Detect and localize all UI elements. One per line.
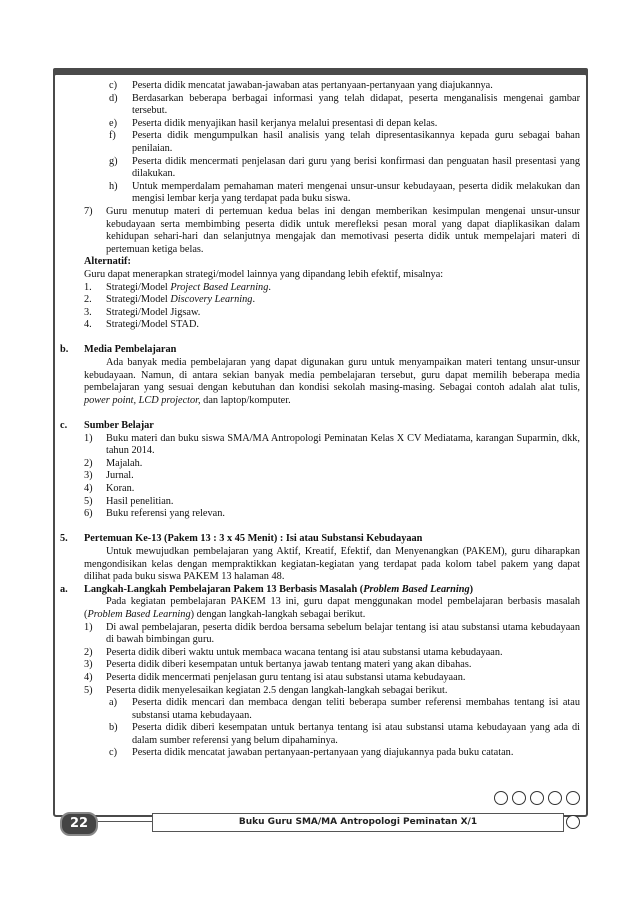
item-text: Peserta didik mencatat jawaban-jawaban atas pertanyaan-pertanyaan yang diajukannya. bbox=[132, 80, 493, 91]
item-text: Untuk memperdalam pemahaman materi mengenai unsur-unsur kebudayaan, peserta didik melakukan dan mengisi lembar kerja yang terdapat pada buku siswa. bbox=[132, 180, 580, 205]
circle-icon bbox=[566, 815, 580, 829]
section-label: b. bbox=[60, 344, 69, 356]
item-text: Peserta didik mencatat jawaban pertanyaan-pertanyaan yang diajukannya pada buku catatan. bbox=[132, 747, 514, 759]
pertemuan-paragraph: Untuk mewujudkan pembelajaran yang Aktif, Kreatif, Efektif, dan Menyenangkan (PAKEM), guru diharapkan mengondisikan kelas dengan mempraktikkan kegiatan-kegiatan yang terdapat pada kolom tabel pakem yang dapat dilihat pada buku siswa PAKEM 13 halaman 48. bbox=[84, 545, 580, 583]
section-heading-sumber bbox=[60, 420, 580, 433]
list-item bbox=[84, 181, 580, 206]
list-item bbox=[84, 80, 580, 93]
circle-icon bbox=[566, 791, 580, 805]
list-item bbox=[84, 118, 580, 131]
item-text-end: . bbox=[268, 281, 271, 293]
page-content bbox=[60, 80, 580, 760]
item-label: f) bbox=[109, 130, 116, 142]
list-item bbox=[84, 508, 580, 521]
item-label: c) bbox=[109, 747, 117, 759]
section-label: a. bbox=[60, 583, 68, 595]
list-item bbox=[84, 697, 580, 722]
list-item bbox=[84, 294, 580, 307]
item-label: 1) bbox=[84, 432, 93, 444]
item-text: Berdasarkan beberapa berbagai informasi yang telah didapat, peserta menganalisis mengenai gambar tersebut. bbox=[132, 92, 580, 117]
item-label: 7) bbox=[84, 205, 93, 217]
item-label: 4) bbox=[84, 483, 93, 494]
item-text: Strategi/Model STAD. bbox=[106, 319, 199, 331]
list-item bbox=[84, 307, 580, 320]
item-text: Peserta didik menyajikan hasil kerjanya melalui presentasi di depan kelas. bbox=[132, 117, 438, 129]
footer-title: Buku Guru SMA/MA Antropologi Peminatan X/1 bbox=[152, 813, 564, 832]
section-heading-pertemuan bbox=[60, 533, 580, 546]
list-item bbox=[84, 458, 580, 471]
paragraph-italic: Problem Based Learning bbox=[87, 608, 191, 620]
alternatif-intro: Guru dapat menerapkan strategi/model lainnya yang dipandang lebih efektif, misalnya: bbox=[84, 268, 444, 280]
list-item bbox=[84, 747, 580, 760]
circle-icon bbox=[530, 791, 544, 805]
item-text: Peserta didik diberi waktu untuk membaca wacana tentang isi atau substansi utama kebudayaan. bbox=[106, 646, 503, 658]
item-text: Majalah. bbox=[106, 457, 143, 469]
item-label: 4. bbox=[84, 319, 92, 331]
item-text: Strategi/Model bbox=[106, 294, 171, 306]
list-item bbox=[84, 647, 580, 660]
item-text: Buku materi dan buku siswa SMA/MA Antropologi Peminatan Kelas X CV Mediatama, karangan Suparmin, dkk, tahun 2014. bbox=[106, 432, 580, 457]
item-label: 2) bbox=[84, 646, 93, 658]
item-text: Peserta didik menyelesaikan kegiatan 2.5 dengan langkah-langkah sebagai berikut. bbox=[106, 684, 448, 696]
section-title: Pertemuan Ke-13 (Pakem 13 : 3 x 45 Menit) : Isi atau Substansi Kebudayaan bbox=[84, 533, 423, 545]
circle-icon bbox=[512, 791, 526, 805]
item-label: 4) bbox=[84, 671, 93, 683]
item-text: Buku referensi yang relevan. bbox=[106, 508, 225, 520]
footer-connector bbox=[96, 821, 152, 822]
item-text: Peserta didik mencermati penjelasan dari guru yang berisi konfirmasi dan penguatan hasil presentasi yang dilakukan. bbox=[132, 155, 580, 180]
list-item bbox=[84, 156, 580, 181]
item-label: c) bbox=[109, 80, 117, 91]
list-item bbox=[84, 130, 580, 155]
section-title-italic: Problem Based Learning bbox=[363, 583, 470, 595]
section-label: c. bbox=[60, 420, 68, 432]
list-item bbox=[84, 659, 580, 672]
item-label: 3. bbox=[84, 306, 92, 318]
section-title: Langkah-Langkah Pembelajaran Pakem 13 Berbasis Masalah ( bbox=[84, 583, 364, 595]
item-text: Peserta didik mencermati penjelasan guru tentang isi atau substansi utama kebudayaan. bbox=[106, 671, 466, 683]
list-item bbox=[84, 483, 580, 496]
alternatif-title: Alternatif: bbox=[84, 256, 131, 268]
paragraph-text: Pada kegiatan pembelajaran PAKEM 13 ini, guru dapat menggunakan model pembelajaran berbasis masalah ( bbox=[84, 596, 580, 620]
item-text: Strategi/Model bbox=[106, 281, 171, 293]
item-label: 5) bbox=[84, 495, 93, 507]
item-text: Peserta didik mengumpulkan hasil analisis yang telah dipresentasikannya kepada guru sebagai bahan penilaian. bbox=[132, 130, 580, 154]
list-item bbox=[84, 470, 580, 483]
item-label: 1. bbox=[84, 281, 92, 293]
item-label: g) bbox=[109, 155, 118, 167]
list-item bbox=[84, 685, 580, 698]
section-heading-langkah bbox=[60, 583, 580, 597]
item-text: Jurnal. bbox=[106, 470, 134, 482]
item-label: 3) bbox=[84, 470, 93, 482]
section-label: 5. bbox=[60, 533, 68, 545]
media-paragraph bbox=[84, 357, 580, 407]
circle-icon bbox=[494, 791, 508, 805]
item-label: h) bbox=[109, 180, 118, 192]
paragraph-end: ) dengan langkah-langkah sebagai berikut. bbox=[190, 608, 366, 620]
item-text: Koran. bbox=[106, 483, 135, 494]
item-label: b) bbox=[109, 722, 118, 734]
page-number: 22 bbox=[60, 812, 98, 836]
list-item bbox=[84, 622, 580, 647]
item-label: a) bbox=[109, 697, 117, 709]
list-item bbox=[84, 319, 580, 332]
section-title: Media Pembelajaran bbox=[84, 344, 177, 356]
circle-icon bbox=[548, 791, 562, 805]
list-item bbox=[84, 433, 580, 458]
paragraph-end: dan laptop/komputer. bbox=[200, 394, 291, 406]
langkah-paragraph bbox=[84, 596, 580, 621]
item-text: Di awal pembelajaran, peserta didik berdoa bersama sebelum belajar tentang isi atau substansi utama kebudayaan di bawah bimbingan guru. bbox=[106, 621, 580, 646]
section-heading-media bbox=[60, 344, 580, 357]
item-text: Hasil penelitian. bbox=[106, 495, 174, 507]
item-text: Peserta didik diberi kesempatan untuk bertanya tentang isi atau substansi utama kebudayaan yang ada di dalam sumber referensi yang belum dipahaminya. bbox=[132, 722, 580, 746]
item-text: Peserta didik diberi kesempatan untuk bertanya jawab tentang materi yang akan dibahas. bbox=[106, 659, 472, 671]
item-text: Peserta didik mencari dan membaca dengan teliti beberapa sumber referensi membahas tentang isi atau substansi utama kebudayaan. bbox=[132, 697, 580, 721]
item-text-italic: Discovery Learning bbox=[170, 294, 253, 306]
item-label: 2) bbox=[84, 457, 93, 469]
item-text-italic: Project Based Learning bbox=[170, 281, 269, 293]
item-label: 1) bbox=[84, 621, 93, 633]
item-label: 3) bbox=[84, 659, 93, 671]
item-label: 2. bbox=[84, 294, 92, 306]
list-item bbox=[84, 93, 580, 118]
list-item bbox=[84, 282, 580, 295]
item-label: 6) bbox=[84, 508, 93, 520]
item-label: 5) bbox=[84, 684, 93, 696]
item-text-end: . bbox=[252, 294, 256, 306]
list-item bbox=[84, 722, 580, 747]
item-label: e) bbox=[109, 117, 117, 129]
paragraph-italic: power point, LCD projector, bbox=[84, 394, 201, 406]
section-title: Sumber Belajar bbox=[84, 420, 154, 432]
item-text: Strategi/Model Jigsaw. bbox=[106, 306, 201, 318]
list-item bbox=[84, 672, 580, 685]
section-title-end: ) bbox=[469, 583, 474, 595]
list-item bbox=[84, 496, 580, 509]
list-item bbox=[84, 206, 580, 256]
paragraph-text: Ada banyak media pembelajaran yang dapat digunakan guru untuk menyampaikan materi tentang unsur-unsur kebudayaan. Namun, di antara sekian banyak media pembelajaran tersebut, guru dapat memilih beberapa media pembelajaran yang sesuai dengan kebutuhan dan kondisi sekolah masing-masing. Sebagai contoh adalah alat tulis, bbox=[84, 357, 580, 394]
item-text: Guru menutup materi di pertemuan kedua belas ini dengan memberikan kesimpulan mengenai unsur-unsur kebudayaan serta membimbing peserta didik untuk merefleksi pesan moral yang dapat diaplikasikan dalam kehidupan sehari-hari dan selanjutnya mengajak dan memotivasi peserta didik untuk mempelajari materi di pertemuan ketiga belas. bbox=[106, 205, 580, 255]
item-label: d) bbox=[109, 92, 118, 104]
